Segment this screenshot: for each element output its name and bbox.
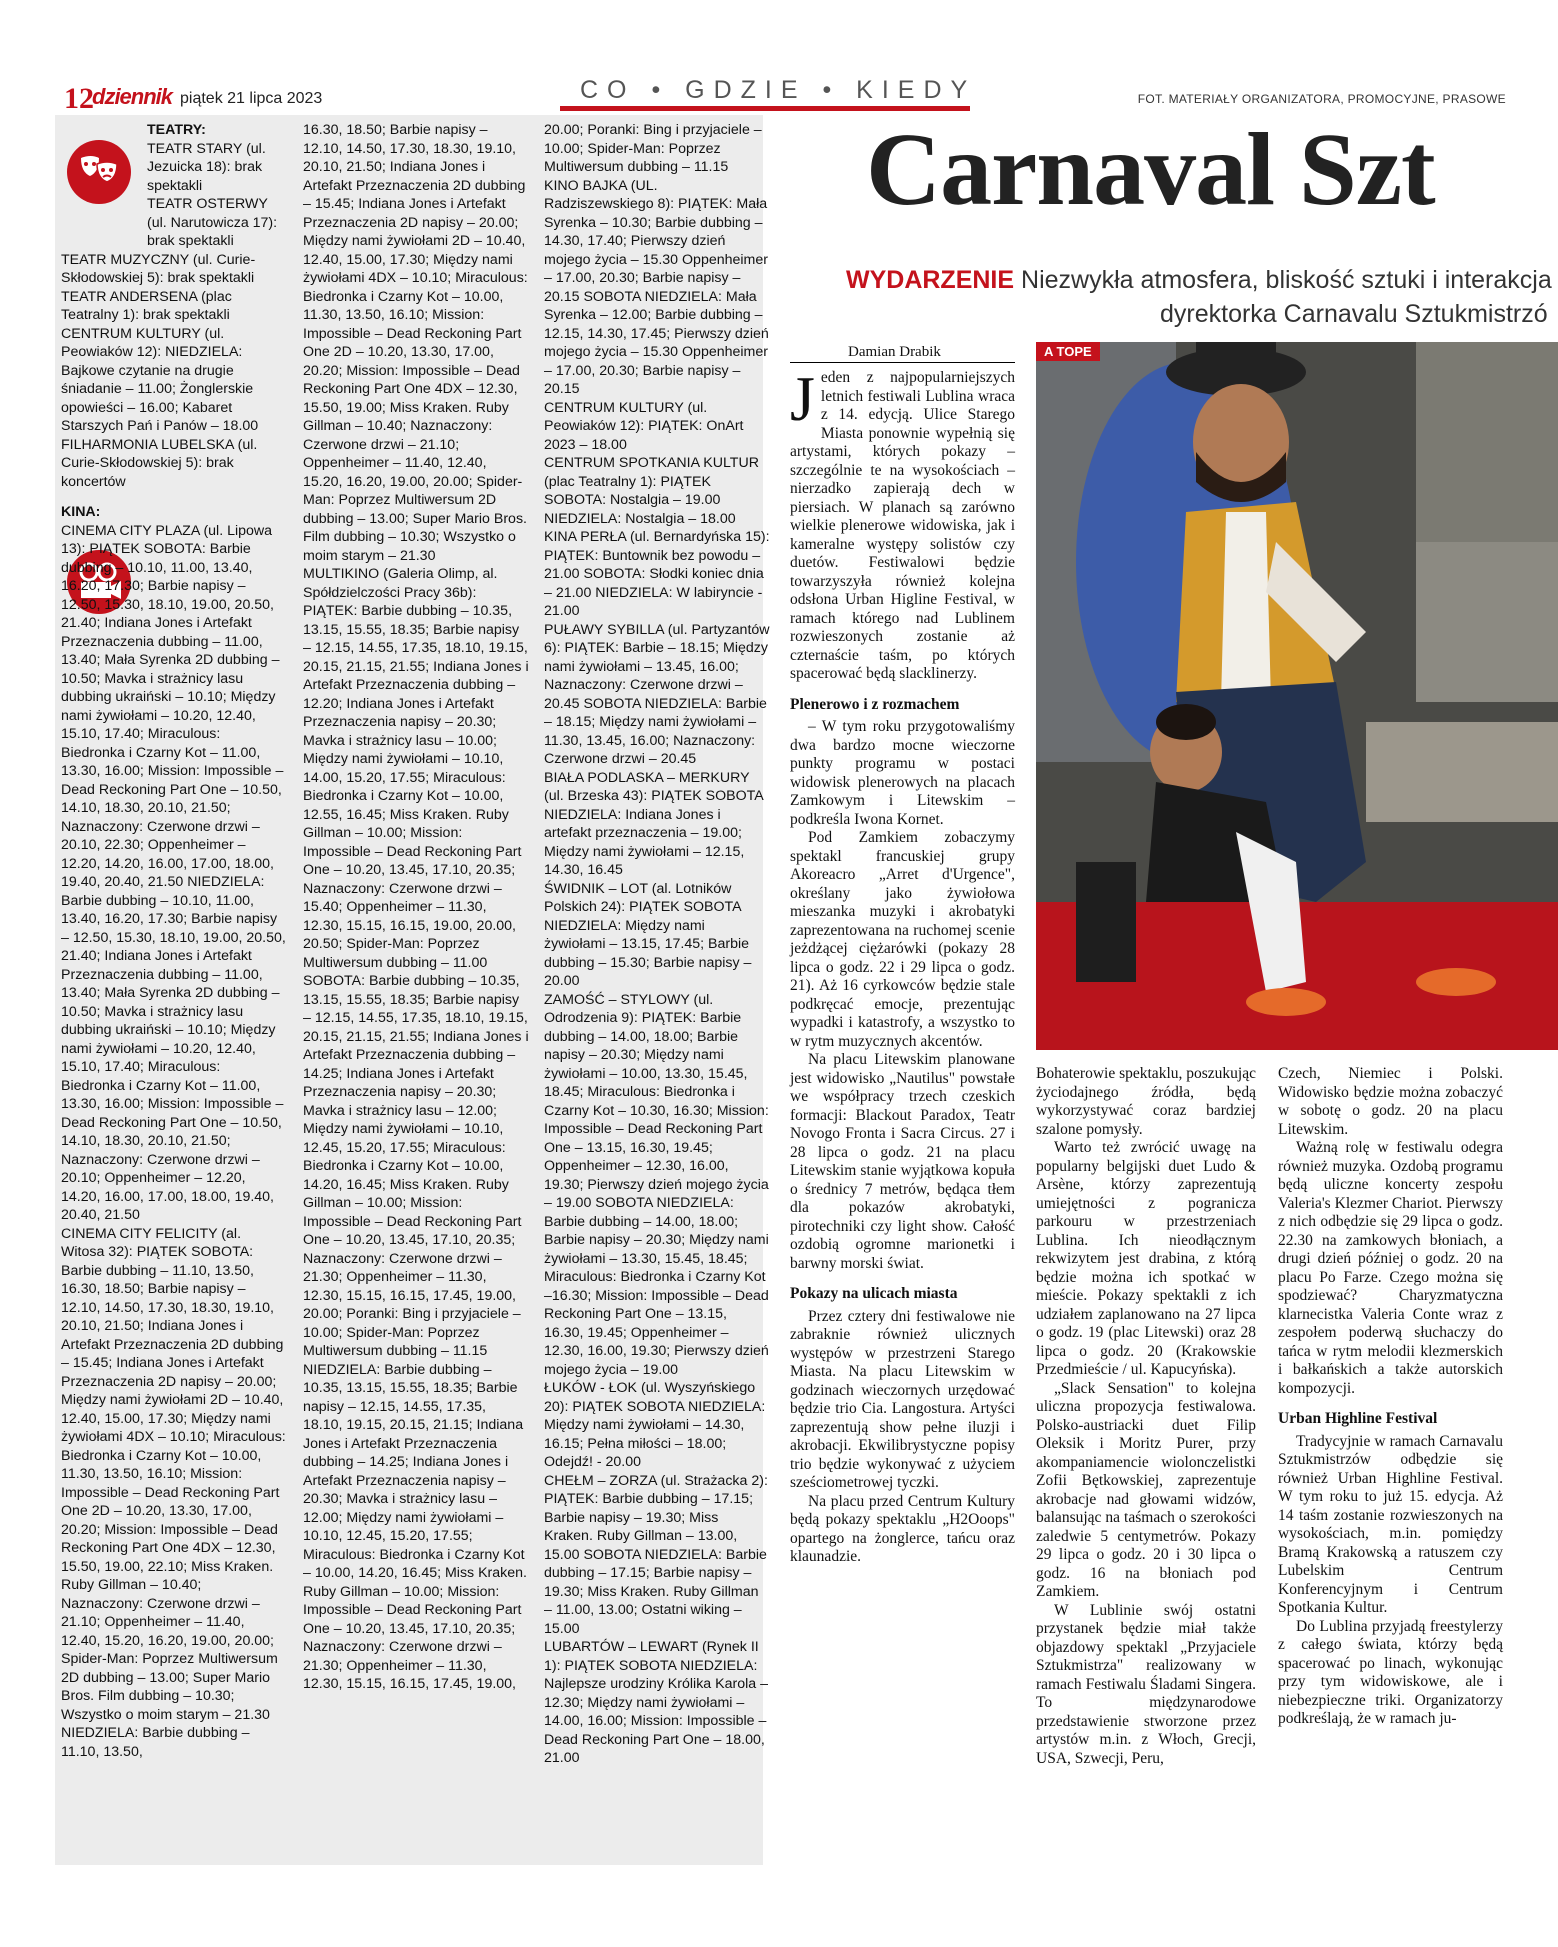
photo-tag: A TOPE: [1036, 342, 1100, 361]
author-byline: Damian Drabik: [848, 344, 941, 360]
listing-item: CENTRUM KULTURY (ul. Peowiaków 12): PIĄTEK: OnArt 2023 – 18.00: [544, 399, 744, 453]
listing-item: TEATR ANDERSENA (plac Teatralny 1): brak spektakli: [61, 288, 232, 323]
page-number: 12: [64, 82, 94, 115]
article-photo: [1036, 342, 1558, 1050]
paragraph: Tradycyjnie w ramach Carnavalu Sztukmistrzów odbędzie się również Urban Highline Festival. W tym roku to już 15. edycja. Aż 14 taśm zostanie rozwieszonych na wysokościach, m.in. pomiędzy Bramą Krakowską a ratuszem czy Lubelskim Centrum Konferencyjnym i Centrum Spotkania Kultur.: [1278, 1432, 1503, 1616]
listing-item: CINEMA CITY FELICITY (al. Witosa 32): PIĄTEK SOBOTA: Barbie dubbing – 11.10, 13.50, 16.30, 18.50; Barbie napisy – 12.10, 14.50, 17.30, 18.30, 19.10, 20.10, 21.50; Indiana Jones i Artefakt Przeznaczenia 2D dubbing – 15.45; Indiana Jones i Artefakt Przeznaczenia 2D napisy – 20.00; Między nami żywiołami 2D – 10.40, 12.40, 15.00, 17.30; Między nami żywiołami 4DX – 10.10; Miraculous: Biedronka i Czarny Kot – 10.00, 11.30, 13.50, 16.10; Mission: Impossible – Dead Reckoning Part One 2D – 10.20, 13.30, 17.00, 20.20; Mission: Impossible – Dead Reckoning Part One 4DX – 12.30, 15.50, 19.00, 22.10; Miss Kraken. Ruby Gillman – 10.40; Naznaczony: Czerwone drzwi – 21.10; Oppenheimer – 11.40, 12.40, 15.20, 16.20, 19.00, 20.00; Spider-Man: Poprzez Multiwersum 2D dubbing – 13.00; Super Mario Bros. Film dubbing – 10.30; Wszystko o moim starym – 21.30 NIEDZIELA: Barbie dubbing – 11.10, 13.50,: [61, 1225, 286, 1760]
listing-item: ZAMOŚĆ – STYLOWY (ul. Odrodzenia 9): PIĄTEK: Barbie dubbing – 14.00, 18.00; Barbie napisy – 20.30; Między nami żywiołami – 10.00, 13.30, 15.45, 18.45; Miraculous: Biedronka i Czarny Kot – 10.30, 16.30; Mission: Impossible – Dead Reckoning Part One – 13.15, 16.30, 19.45; Oppenheimer – 12.30, 16.00, 19.30; Pierwszy dzień mojego życia – 19.00 SOBOTA NIEDZIELA: Barbie dubbing – 14.00, 18.00; Barbie napisy – 20.30; Między nami żywiołami – 13.30, 15.45, 18.45; Miraculous: Biedronka i Czarny Kot –16.30; Mission: Impossible – Dead Reckoning Part One – 13.15, 16.30, 19.45; Oppenheimer – 12.30, 16.00, 19.30; Pierwszy dzień mojego życia – 19.00: [544, 991, 769, 1378]
listing-item: KINA PERŁA (ul. Bernardyńska 15): PIĄTEK: Buntownik bez powodu – 21.00 SOBOTA: Słodki koniec dnia – 21.00 NIEDZIELA: W labiryncie - 21.00: [544, 529, 770, 619]
listing-item: CENTRUM KULTURY (ul. Peowiaków 12): NIEDZIELA: Bajkowe czytanie na drugie śniadanie – 11.00; Żonglerskie opowieści – 16.00; Kabaret Starszych Pań i Panów – 18.00: [61, 325, 259, 434]
listings-column-2: [303, 121, 529, 1694]
listing-item: CHEŁM – ZORZA (ul. Strażacka 2): PIĄTEK: Barbie dubbing – 17.15; Barbie napisy – 19.30; Miss Kraken. Ruby Gillman – 13.00, 15.00 SOBOTA NIEDZIELA: Barbie dubbing – 17.15; Barbie napisy – 19.30; Miss Kraken. Ruby Gillman – 11.00, 13.00; Ostatni wiking – 15.00: [544, 1472, 768, 1637]
listing-item: LUBARTÓW – LEWART (Rynek II 1): PIĄTEK SOBOTA NIEDZIELA: Najlepsze urodziny Królika Karola – 12.30; Między nami żywiołami – 14.00, 16.00; Mission: Impossible – Dead Reckoning Part One – 18.00, 21.00: [544, 1639, 768, 1766]
listing-item: ŚWIDNIK – LOT (al. Lotników Polskich 24): PIĄTEK SOBOTA NIEDZIELA: Między nami żywiołami – 13.15, 17.45; Barbie dubbing – 15.30; Barbie napisy – 20.00: [544, 880, 752, 989]
listing-item: 16.30, 18.50; Barbie napisy – 12.10, 14.50, 17.30, 18.30, 19.10, 20.10, 21.50; Indiana Jones i Artefakt Przeznaczenia 2D dubbing – 15.45; Indiana Jones i Artefakt Przeznaczenia 2D napisy – 20.00; Między nami żywiołami 2D – 10.40, 12.40, 15.00, 17.30; Między nami żywiołami 4DX – 10.10; Miraculous: Biedronka i Czarny Kot – 10.00, 11.30, 13.50, 16.10; Mission: Impossible – Dead Reckoning Part One 2D – 10.20, 13.30, 17.00, 20.20; Mission: Impossible – Dead Reckoning Part One 4DX – 12.30, 15.50, 19.00; Miss Kraken. Ruby Gillman – 10.40; Naznaczony: Czerwone drzwi – 21.10; Oppenheimer – 11.40, 12.40, 15.20, 16.20, 19.00, 20.00; Spider-Man: Poprzez Multiwersum 2D dubbing – 13.00; Super Mario Bros. Film dubbing – 10.30; Wszystko o moim starym – 21.30: [303, 122, 528, 564]
paragraph: Warto też zwrócić uwagę na popularny belgijski duet Ludo & Arsène, którzy zaprezentują umiejętności z pogranicza parkouru w przestrzeniach Lublina. Ich nieodłącznym rekwizytem jest drabina, z którą będzie można ich spotkać w mieście. Pokazy spektakli z ich udziałem zaplanowano na 27 lipca o godz. 19 (plac Litewski) oraz 28 lipca o godz. 20 (Krakowskie Przedmieście / ul. Kapucyńska).: [1036, 1139, 1256, 1378]
listing-heading: KINA:: [61, 504, 101, 520]
issue-date: piątek 21 lipca 2023: [180, 90, 323, 107]
listing-item: 20.00; Poranki: Bing i przyjaciele – 10.00; Spider-Man: Poprzez Multiwersum dubbing – 11.15: [544, 122, 762, 175]
paragraph: Przez cztery dni festiwalowe nie zabraknie również ulicznych występów w przestrzeni Starego Miasta. Na placu Litewskim w godzinach wieczornych urzędować będzie trio Cia. Langostura. Artyści zaprezentują show pełne iluzji i akrobacji. Ekwilibrystyczne popisy trio będzie wykonywać z użyciem sześciometrowej tyczki.: [790, 1307, 1015, 1491]
photo-credit: FOT. MATERIAŁY ORGANIZATORA, PROMOCYJNE, PRASOWE: [1137, 92, 1506, 106]
article-column-3: [1278, 1065, 1503, 1729]
lead-text: Niezwykła atmosfera, bliskość sztuki i interakcja: [1021, 266, 1552, 294]
paragraph: Czech, Niemiec i Polski. Widowisko będzie można zobaczyć w sobotę o godz. 20 na placu Litewskim.: [1278, 1065, 1503, 1138]
listing-item: BIAŁA PODLASKA – MERKURY (ul. Brzeska 43): PIĄTEK SOBOTA NIEDZIELA: Indiana Jones i artefakt przeznaczenia – 19.00; Między nami żywiołami – 12.15, 14.30, 16.45: [544, 769, 763, 878]
paragraph: Bohaterowie spektaklu, poszukując życiodajnego źródła, będą wykorzystywać coraz bardziej szalone pomysły.: [1036, 1065, 1256, 1138]
paragraph: Ważną rolę w festiwalu odegra również muzyka. Ozdobą programu będą uliczne koncerty zespołu Valeria's Klezmer Chariot. Pierwszy z nich odbędzie się 29 lipca o godz. 22.30 na zamkowych błoniach, a drugi dzień później o godz. 20 na placu Po Farze. Czego można się spodziewać? Charyzmatyczna klarnecistka Valeria Conte wraz z zespołem poderwą słuchaczy do tańca w rytm melodii klezmerskich i bałkańskich a także autorskich kompozycji.: [1278, 1139, 1503, 1397]
paragraph: Na placu Litewskim planowane jest widowisko „Nautilus" powstałe we współpracy trzech czeskich formacji: Blackout Paradox, Teatr Novogo Fronta i Sacra Circus. 27 i 28 lipca o godz. 21 na placu Litewskim stanie wyjątkowa kopuła o średnicy 7 metrów, będąca tłem dla pokazów akrobatyki, pirotechniki czy light show. Całość ozdobią ogromne marionetki i barwny morski świat.: [790, 1051, 1015, 1272]
section-title: CO • GDZIE • KIEDY: [580, 76, 977, 104]
listing-item: TEATR MUZYCZNY (ul. Curie-Skłodowskiej 5): brak spektakli: [61, 251, 256, 286]
lead-text-line2: dyrektorka Carnavalu Sztukmistrzó: [1160, 300, 1548, 328]
paragraph: W Lublinie swój ostatni przystanek będzie miał także objazdowy spektakl „Przyjaciele Sztukmistrza" realizowany w ramach Festiwalu Śladami Singera. To międzynarodowe przedstawienie stworzone przez artystów m.in. z Włoch, Grecji, USA, Szwecji, Peru,: [1036, 1601, 1256, 1767]
listing-item: FILHARMONIA LUBELSKA (ul. Curie-Skłodowskiej 5): brak koncertów: [61, 436, 258, 490]
listing-item: ŁUKÓW - ŁOK (ul. Wyszyńskiego 20): PIĄTEK SOBOTA NIEDZIELA: Między nami żywiołami – 14.30, 16.15; Pełna miłości – 18.00; Odejdź! - 20.00: [544, 1380, 766, 1470]
subheading: Pokazy na ulicach miasta: [790, 1285, 958, 1302]
article-title: Carnaval Szt: [866, 112, 1435, 227]
listing-item: MULTIKINO (Galeria Olimp, al. Spółdzielczości Pracy 36b): PIĄTEK: Barbie dubbing – 10.35, 13.15, 15.55, 18.35; Barbie napisy – 12.15, 14.55, 17.35, 18.10, 19.15, 20.15, 21.15, 21.55; Indiana Jones i Artefakt Przeznaczenia dubbing – 12.20; Indiana Jones i Artefakt Przeznaczenia napisy – 20.30; Mavka i strażnicy lasu – 10.00; Między nami żywiołami – 10.10, 14.00, 15.20, 17.55; Miraculous: Biedronka i Czarny Kot – 10.00, 12.55, 16.45; Miss Kraken. Ruby Gillman – 10.00; Mission: Impossible – Dead Reckoning Part One – 10.20, 13.45, 17.10, 20.35; Naznaczony: Czerwone drzwi – 15.40; Oppenheimer – 11.30, 12.30, 15.15, 16.15, 19.00, 20.00, 20.50; Spider-Man: Poprzez Multiwersum dubbing – 11.00 SOBOTA: Barbie dubbing – 10.35, 13.15, 15.55, 18.35; Barbie napisy – 12.15, 14.55, 17.35, 18.10, 19.15, 20.15, 21.15, 21.55; Indiana Jones i Artefakt Przeznaczenia dubbing – 14.25; Indiana Jones i Artefakt Przeznaczenia napisy – 20.30; Mavka i strażnicy lasu – 12.00; Między nami żywiołami – 10.10, 12.45, 15.20, 17.55; Miraculous: Biedronka i Czarny Kot – 10.00, 14.20, 16.45; Miss Kraken. Ruby Gillman – 10.00; Mission: Impossible – Dead Reckoning Part One – 10.20, 13.45, 17.10, 20.35; Naznaczony: Czerwone drzwi – 21.30; Oppenheimer – 11.30, 12.30, 15.15, 16.15, 17.45, 19.00, 20.00; Poranki: Bing i przyjaciele – 10.00; Spider-Man: Poprzez Multiwersum dubbing – 11.15 NIEDZIELA: Barbie dubbing – 10.35, 13.15, 15.55, 18.35; Barbie napisy – 12.15, 14.55, 17.35, 18.10, 19.15, 20.15, 21.15; Indiana Jones i Artefakt Przeznaczenia dubbing – 14.25; Indiana Jones i Artefakt Przeznaczenia napisy – 20.30; Mavka i strażnicy lasu – 12.00; Między nami żywiołami – 10.10, 12.45, 15.20, 17.55; Miraculous: Biedronka i Czarny Kot – 10.00, 14.20, 16.45; Miss Kraken. Ruby Gillman – 10.00; Mission: Impossible – Dead Reckoning Part One – 10.20, 13.45, 17.10, 20.35; Naznaczony: Czerwone drzwi – 21.30; Oppenheimer – 11.30, 12.30, 15.15, 16.15, 17.45, 19.00,: [303, 566, 529, 1692]
listing-heading: TEATRY:: [147, 122, 206, 138]
listing-item: CINEMA CITY PLAZA (ul. Lipowa 13): PIĄTEK SOBOTA: Barbie dubbing – 10.10, 11.00, 13.40, 16.20, 17.30; Barbie napisy – 12.50, 15.30, 18.10, 19.00, 20.50, 21.40; Indiana Jones i Artefakt Przeznaczenia dubbing – 11.00, 13.40; Mała Syrenka 2D dubbing – 10.50; Mavka i strażnicy lasu dubbing ukraiński – 10.10; Między nami żywiołami – 10.20, 12.40, 15.10, 17.40; Miraculous: Biedronka i Czarny Kot – 11.00, 13.30, 16.00; Mission: Impossible – Dead Reckoning Part One – 10.50, 14.10, 18.30, 20.10, 21.50; Naznaczony: Czerwone drzwi – 20.10, 22.30; Oppenheimer – 12.20, 14.20, 16.00, 17.00, 18.00, 19.40, 20.40, 21.50 NIEDZIELA: Barbie dubbing – 10.10, 11.00, 13.40, 16.20, 17.30; Barbie napisy – 12.50, 15.30, 18.10, 19.00, 20.50, 21.40; Indiana Jones i Artefakt Przeznaczenia dubbing – 11.00, 13.40; Mała Syrenka 2D dubbing – 10.50; Mavka i strażnicy lasu dubbing ukraiński – 10.10; Między nami żywiołami – 10.20, 12.40, 15.10, 17.40; Miraculous: Biedronka i Czarny Kot – 11.00, 13.30, 16.00; Mission: Impossible – Dead Reckoning Part One – 10.50, 14.10, 18.30, 20.10, 21.50; Naznaczony: Czerwone drzwi – 20.10; Oppenheimer – 12.20, 14.20, 16.00, 17.00, 18.00, 19.40, 20.40, 21.50: [61, 522, 286, 1223]
listing-item: TEATR STARY (ul. Jezuicka 18): brak spektakli: [147, 140, 266, 194]
paragraph: Pod Zamkiem zobaczymy spektakl francuskiej grupy Akoreacro „Arret d'Urgence", określany jako żywiołowa mieszanka muzyki i akrobatyki zaprezentowana na ruchomej scenie jeżdżącej ciężarówki (pokazy 28 lipca o godz. 22 i 29 lipca o godz. 21). Aż 16 cyrkowców będzie stale podkręcać emocje, prezentując wypadki i katastrofy, a wszystko to w rytm muzycznych akcentów.: [790, 829, 1015, 1050]
paragraph: „Slack Sensation" to kolejna uliczna propozycja festiwalowa. Polsko-austriacki duet Filip Oleksik i Moritz Purer, przy akompaniamencie wiolonczelistki Zofii Bętkowskiej, zaprezentuje akrobacje nad głowami widzów, balansując na taśmach o szerokości zaledwie 5 centymetrów. Pokazy 29 lipca o godz. 20 i 30 lipca o godz. 16 na błoniach pod Zamkiem.: [1036, 1379, 1256, 1600]
article-column-2: [1036, 1065, 1256, 1768]
newspaper-logo: dziennik: [92, 84, 173, 109]
listing-item: TEATR OSTERWY (ul. Narutowicza 17): brak spektakli: [147, 196, 278, 249]
dropcap: J: [790, 363, 815, 434]
listing-item: PUŁAWY SYBILLA (ul. Partyzantów 6): PIĄTEK: Barbie – 18.15; Między nami żywiołami – 13.45, 16.00; Naznaczony: Czerwone drzwi – 20.45 SOBOTA NIEDZIELA: Barbie – 18.15; Między nami żywiołami – 11.30, 13.45, 16.00; Naznaczony: Czerwone drzwi – 20.45: [544, 621, 770, 767]
article-column-1: [790, 365, 1015, 1567]
lead-tag: WYDARZENIE: [846, 266, 1015, 294]
article-lead: [846, 266, 1552, 295]
byline-divider: [790, 362, 1015, 363]
paragraph: Do Lublina przyjadą freestylerzy z całego świata, którzy będą spacerować po linach, wykonując przy tym widowiskowe, ale i niebezpieczne triki. Organizatorzy podkreślają, że w ramach ju-: [1278, 1617, 1503, 1727]
article-intro: eden z najpopularniejszych letnich festiwali Lublina wraca z 14. edycją. Ulice Starego Miasta ponownie wypełnią się artystami, których pokazy – szczególnie te na wysokościach – nierzadko zapierają dech w piersiach. W planach są zarówno wielkie plenerowe widowiska, jak i kameralne występy solistów czy duetów. Festiwalowi będzie towarzyszyła również kolejna odsłona Urban Higline Festival, w ramach którego nad Lublinem rozwieszonych zostanie aż czternaście taśm, po których spacerować będą slacklinerzy.: [790, 369, 1015, 682]
subheading: Plenerowo i z rozmachem: [790, 695, 960, 713]
paragraph: Na placu przed Centrum Kultury będą pokazy spektaklu „H2Ooops" opartego na żonglerce, tańcu oraz klaunadzie.: [790, 1492, 1015, 1565]
listing-item: CENTRUM SPOTKANIA KULTUR (plac Teatralny 1): PIĄTEK SOBOTA: Nostalgia – 19.00 NIEDZIELA: Nostalgia – 18.00: [544, 455, 759, 527]
listings-column-1: [61, 121, 287, 1761]
listings-column-3: [544, 121, 770, 1768]
listing-item: KINO BAJKA (UL. Radziszewskiego 8): PIĄTEK: Mała Syrenka – 10.30; Barbie dubbing – 14.30, 17.40; Pierwszy dzień mojego życia – 15.30 Oppenheimer – 17.00, 20.30; Barbie napisy – 20.15 SOBOTA NIEDZIELA: Mała Syrenka – 12.00; Barbie dubbing – 12.15, 14.30, 17.45; Pierwszy dzień mojego życia – 15.30 Oppenheimer – 17.00, 20.30; Barbie napisy – 20.15: [544, 177, 769, 397]
subheading: Urban Highline Festival: [1278, 1410, 1438, 1427]
paragraph: – W tym roku przygotowaliśmy dwa bardzo mocne wieczorne punkty programu w postaci widowisk plenerowych na placach Zamkowym i Litewskim – podkreśla Iwona Kornet.: [790, 718, 1015, 828]
